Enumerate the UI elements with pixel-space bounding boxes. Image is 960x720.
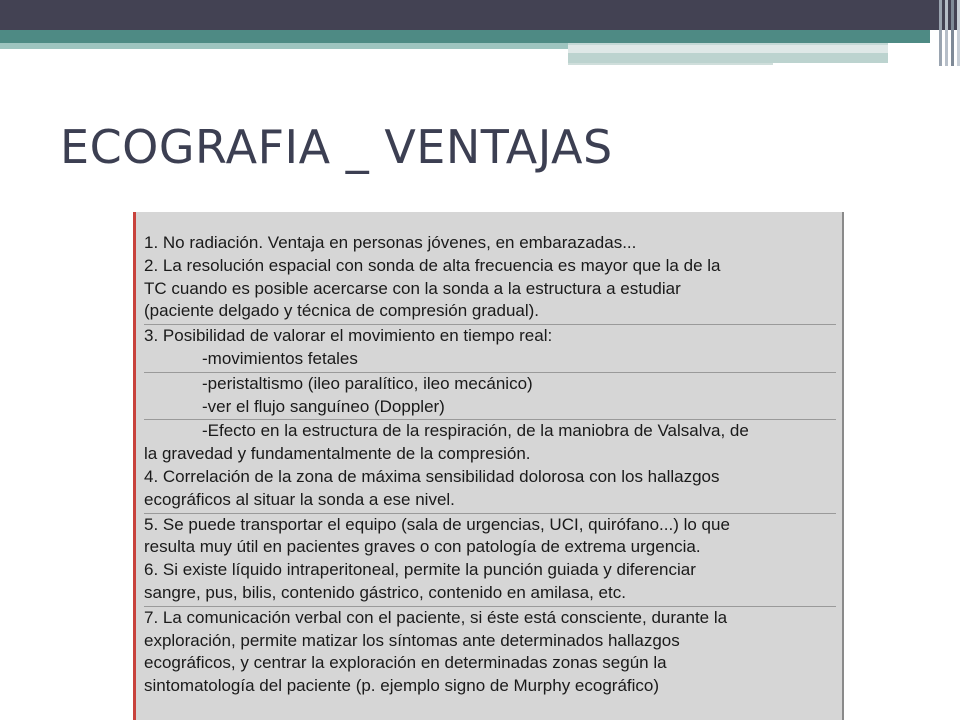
table-line: 5. Se puede transportar el equipo (sala de urgencias, UCI, quirófano...) lo que (144, 514, 730, 534)
stripe (939, 0, 942, 66)
table-line: sintomatología del paciente (p. ejemplo signo de Murphy ecográfico) (144, 676, 660, 696)
table-row (144, 514, 836, 607)
table-line: TC cuando es posible acercarse con la sonda a la estructura a estudiar (144, 278, 681, 298)
table-row (144, 607, 836, 699)
table-row (144, 373, 836, 421)
table-row (144, 420, 836, 513)
table-line: ecográficos al situar la sonda a ese nivel. (144, 489, 455, 509)
table-line: -movimientos fetales (202, 348, 358, 368)
slide-accent-line (568, 53, 888, 63)
slide-accent-line (568, 63, 773, 65)
slide-accent-band-light (0, 43, 570, 49)
table-line: ecográficos, y centrar la exploración en determinadas zonas según la (144, 653, 667, 673)
slide-title: ECOGRAFIA _ VENTAJAS (60, 120, 613, 174)
table-line: exploración, permite matizar los síntomas ante determinados hallazgos (144, 630, 680, 650)
table-line: -peristaltismo (ileo paralítico, ileo mecánico) (202, 373, 533, 393)
table-line: (paciente delgado y técnica de compresión gradual). (144, 301, 540, 321)
table-line: 4. Correlación de la zona de máxima sensibilidad dolorosa con los hallazgos (144, 466, 720, 486)
slide-accent-band (0, 30, 930, 43)
slide-top-bar (0, 0, 960, 30)
table-line: -ver el flujo sanguíneo (Doppler) (202, 396, 445, 416)
table-line: la gravedad y fundamentalmente de la compresión. (144, 444, 531, 464)
slide-accent-line (568, 43, 888, 53)
table-line: 6. Si existe líquido intraperitoneal, permite la punción guiada y diferenciar (144, 560, 696, 580)
stripe (945, 0, 948, 66)
table-row (144, 232, 836, 325)
table-line: 2. La resolución espacial con sonda de alta frecuencia es mayor que la de la (144, 255, 721, 275)
stripe (951, 0, 954, 66)
table-line: 3. Posibilidad de valorar el movimiento en tiempo real: (144, 326, 553, 346)
table-row (144, 325, 836, 373)
advantages-table (133, 212, 844, 720)
table-line: 7. La comunicación verbal con el paciente, si éste está consciente, durante la (144, 607, 728, 627)
table-line: sangre, pus, bilis, contenido gástrico, contenido en amilasa, etc. (144, 582, 626, 602)
table-line: -Efecto en la estructura de la respiración, de la maniobra de Valsalva, de (202, 421, 749, 441)
slide-corner-stripes (928, 0, 960, 66)
table-line: resulta muy útil en pacientes graves o con patología de extrema urgencia. (144, 537, 701, 557)
table-line: 1. No radiación. Ventaja en personas jóvenes, en embarazadas... (144, 233, 637, 252)
